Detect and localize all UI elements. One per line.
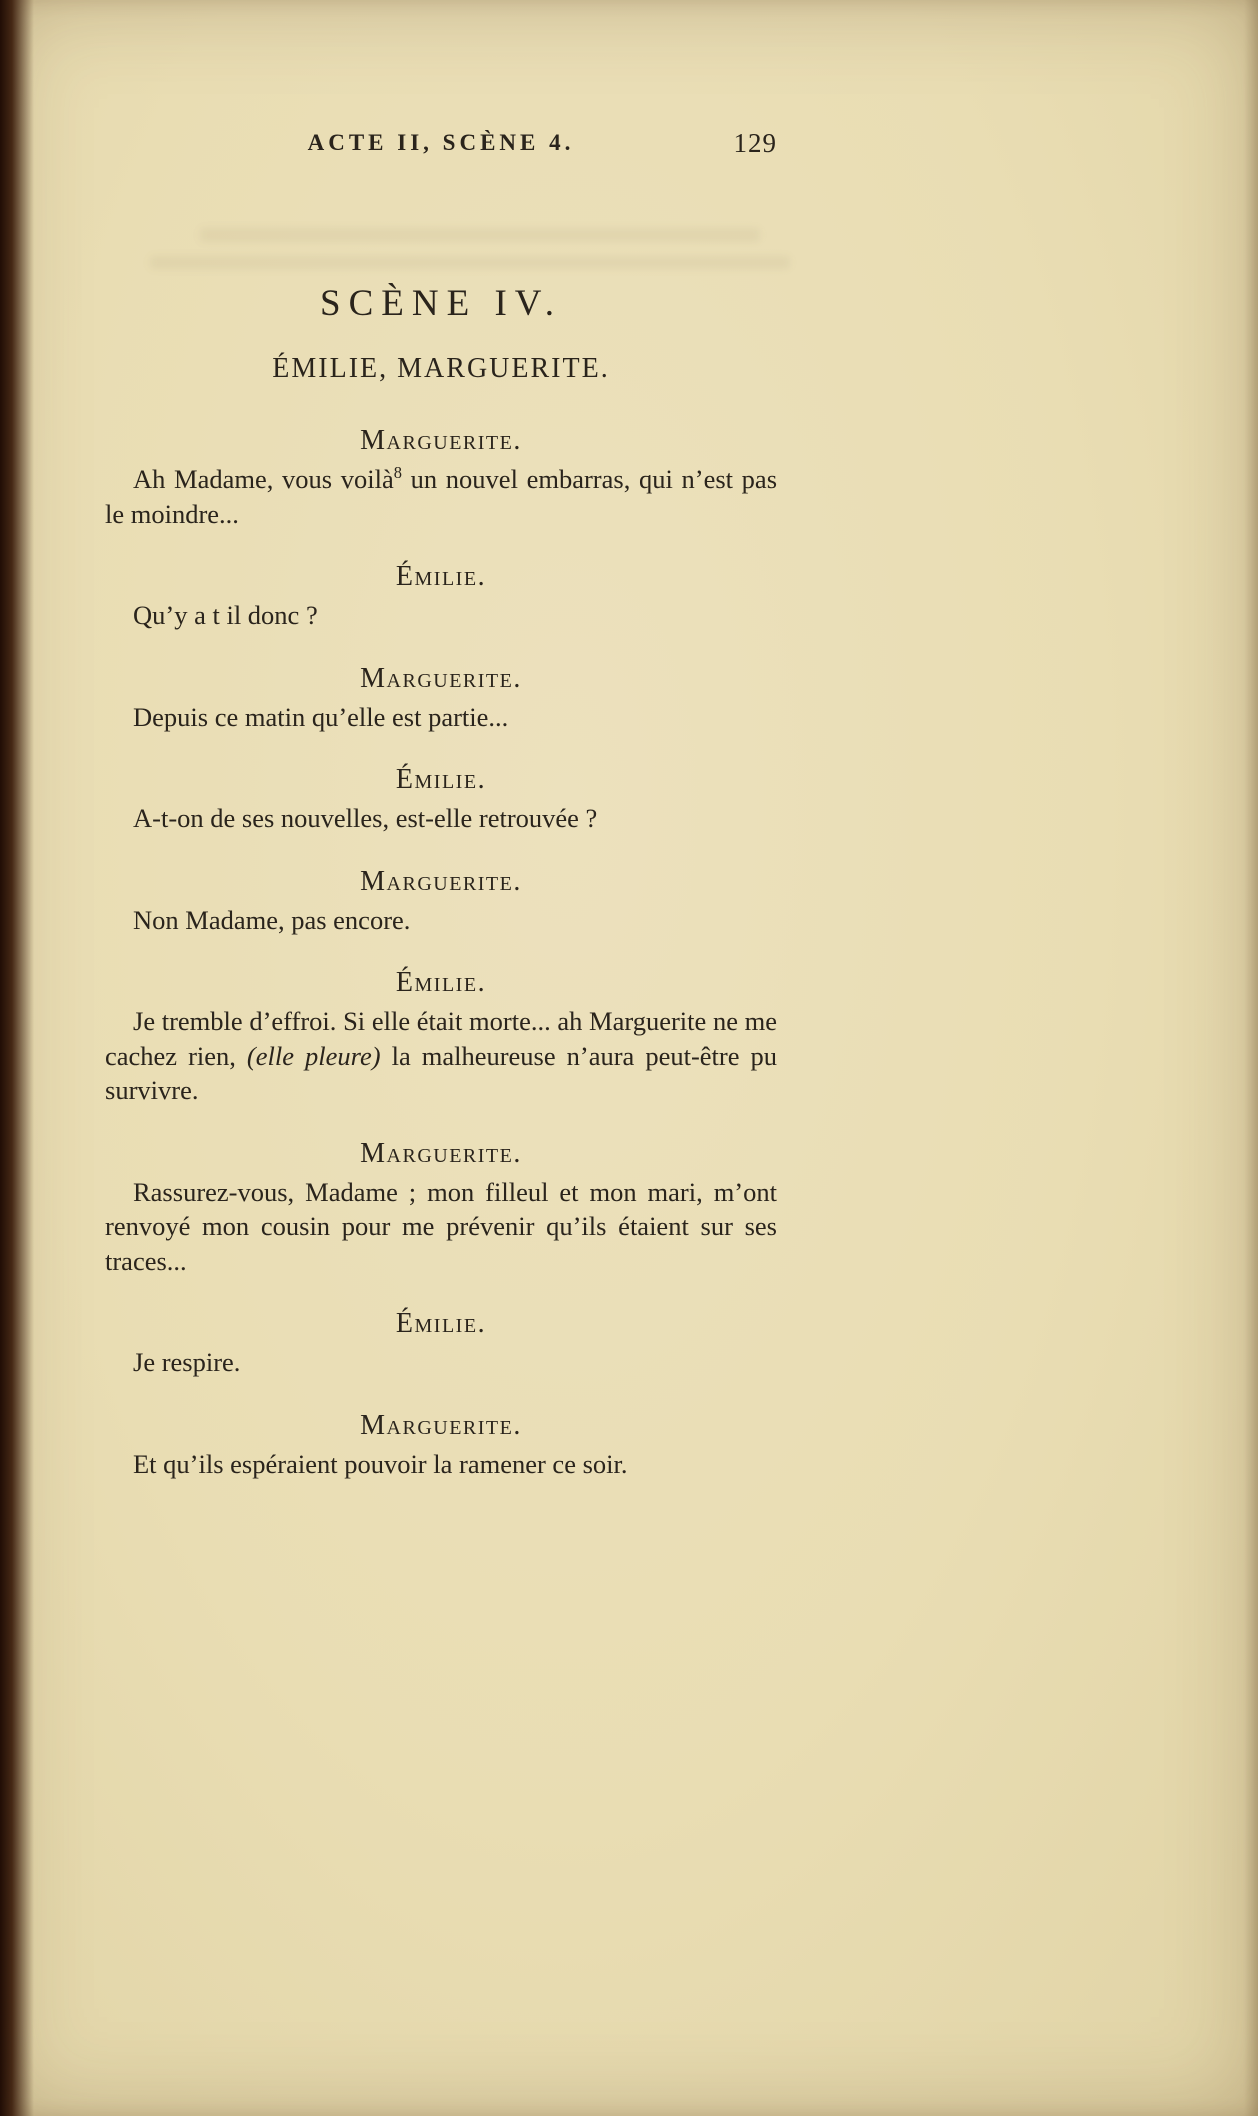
speaker-name: Marguerite. — [360, 865, 522, 897]
page-edge-shadow — [1244, 0, 1258, 2116]
speaker-name: Marguerite. — [360, 425, 522, 456]
page-header — [105, 130, 777, 164]
speech-text: Et qu’ils espéraient pouvoir la ramener ce soir. — [133, 1448, 628, 1479]
speaker-name: Émilie. — [395, 1308, 487, 1339]
speaker-name: Marguerite. — [360, 662, 522, 694]
dialogue — [105, 425, 777, 1481]
speech-text: Ah Madame, vous voilà$^8$ un nouvel embarras, qui n’est pas le moindre... — [105, 463, 778, 529]
scene-characters: ÉMILIE, MARGUERITE. — [272, 353, 610, 384]
speaker-name: Marguerite. — [360, 1137, 522, 1169]
running-title: ACTE II, SCÈNE 4. — [307, 130, 575, 155]
speech-text: A-t-on de ses nouvelles, est-elle retrouvée ? — [133, 803, 598, 833]
speaker-name: Émilie. — [395, 967, 487, 998]
speech-text: Depuis ce matin qu’elle est partie... — [133, 701, 509, 732]
scene-title: SCÈNE IV. — [320, 283, 562, 324]
speech-text: Je respire. — [133, 1347, 241, 1377]
text-column — [105, 130, 777, 1481]
speaker-name: Émilie. — [395, 561, 487, 592]
speech-text: Rassurez-vous, Madame ; mon filleul et mon mari, m’ont renvoyé mon cousin pour me prévenir qu’ils étaient sur ses traces... — [105, 1176, 777, 1276]
page-number: 129 — [733, 128, 777, 158]
speech-text: Non Madame, pas encore. — [133, 904, 411, 935]
speaker-name: Émilie. — [395, 764, 487, 795]
speech-text: Je tremble d’effroi. Si elle était morte... ah Marguerite ne me cachez rien, (elle pleure) la malheureuse n’aura peut-être pu survivre. — [105, 1006, 777, 1105]
speaker-name: Marguerite. — [360, 1409, 522, 1441]
speech-text: Qu’y a t il donc ? — [133, 600, 318, 630]
book-binding-edge — [0, 0, 34, 2116]
